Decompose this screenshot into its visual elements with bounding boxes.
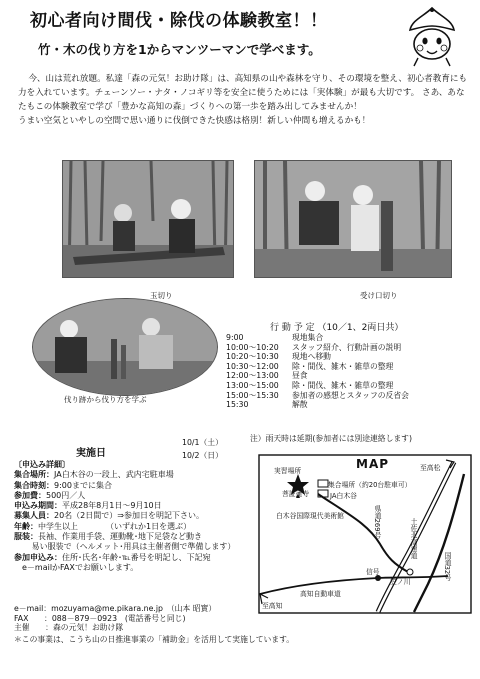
details-row: 集合時刻：9:00までに集合 — [14, 480, 112, 490]
intro-paragraph-2: うまい空気といやしの空間で思い通りに伐倒できた快感は格別！新しい仲間も増えるかも！ — [18, 116, 371, 126]
date-day1: 10/1（土） — [182, 438, 223, 447]
map-label-national-road: 国道32号 — [443, 552, 451, 582]
details-row: 申込み期間：平成28年8月1日〜9月10日 — [14, 501, 162, 511]
schedule-list — [226, 333, 476, 410]
application-details — [14, 460, 259, 573]
photo-tamagiri — [62, 160, 234, 278]
schedule-row: 10:20〜10:30 現地へ移動 — [226, 352, 331, 362]
details-row: 募集人員：20名（2日間で）⇒参加日を明記下さい。 — [14, 511, 204, 521]
schedule-row: 12:00〜13:00 昼食 — [226, 371, 308, 381]
map-label-kasa: 笠ノ川 — [390, 578, 411, 586]
map-label-venue: 実習場所 — [274, 467, 302, 475]
page-title: 初心者向け間伐・除伐の体験教室！！ — [30, 11, 328, 31]
details-row: 参加費：500円／人 — [14, 490, 86, 500]
contact-organizer: 主催 ：森の元気！お助け隊 — [14, 623, 124, 632]
contact-fax: FAX ：088－879－0923 (電話番号と同じ) — [14, 614, 186, 623]
intro-text — [18, 72, 468, 128]
schedule-row: 10:30〜12:00 除・間伐、雑木・雑草の整理 — [226, 361, 394, 371]
map-label-expressway: 土佐北高速道 — [409, 518, 417, 559]
map-label-signal: 信号 — [366, 568, 380, 576]
caption-kiriato: 伐り跡から伐り方を学ぶ — [64, 395, 147, 404]
caption-tamagiri: 玉切り — [150, 291, 173, 300]
mascot-illustration — [404, 6, 460, 68]
contact-email: e－mail：mozuyama@me.pikara.ne.jp （山本 昭實） — [14, 604, 217, 613]
map-label-to-kochi: 至高知 — [262, 602, 283, 610]
access-map — [258, 454, 472, 614]
map-label-to-takamatsu: 至高松 — [420, 464, 441, 472]
details-row: 易い服装で（ヘルメット･用具は主催者側で準備します） — [31, 542, 236, 552]
contact-info-3 — [14, 622, 314, 633]
date-list — [182, 436, 223, 462]
schedule-row: 15:00〜15:30 参加者の感想とスタッフの反省会 — [226, 390, 409, 400]
schedule-row: 13:00〜15:00 除・間伐、雑木・雑草の整理 — [226, 380, 394, 390]
date-heading: 実施日 — [76, 448, 106, 459]
schedule-row: 9:00 現地集合 — [226, 333, 324, 342]
details-row: e－mailかFAXでお願いします。 — [22, 562, 139, 572]
details-row: 集合場所：JA白木谷の一段上、武内宅駐車場 — [14, 470, 174, 480]
schedule-title: 行 動 予 定 （10／1、2両日共） — [270, 323, 404, 333]
map-label-ja: JA白木谷 — [330, 492, 357, 500]
map-label-ic: 高知自動車道 — [300, 590, 341, 598]
schedule-row: 15:30 解散 — [226, 400, 308, 410]
details-heading: 〔申込み詳細〕 — [14, 460, 70, 469]
schedule-row: 10:00〜10:20 スタッフ紹介、行動計画の説明 — [226, 342, 402, 352]
map-label-museum: 白木谷国際現代美術館 — [276, 512, 344, 520]
page-subtitle: 竹・木の伐り方を1からマンツーマンで学べます。 — [38, 42, 321, 57]
details-row: 参加申込み：住所･氏名･年齢･℡番号を明記し、下記宛 — [14, 552, 211, 562]
intro-paragraph: 今、山は荒れ放題。私達「森の元気！お助け隊」は、高知県の山や森林を守り、その環境を整え、初心者教育にも力を入れています。チェーンソー・ナタ・ノコギリ等を安全に使うためには「実体験」が最も大切です。 さあ、あなたもこの体験教室で学び「豊かな高知の森」づくりへの第一歩を踏み出してみませんか！ — [18, 74, 468, 112]
map-label-meeting: 集合場所（約20台駐車可） — [328, 481, 412, 489]
details-row: 年齢：中学生以上 （いずれか1日を選ぶ） — [14, 521, 192, 531]
caption-ukeguchi: 受け口切り — [360, 291, 398, 300]
date-day2: 10/2（日） — [182, 451, 223, 460]
photo-ukeguchi — [254, 160, 452, 278]
map-label-temple: 菩証蓮寺 — [282, 490, 310, 498]
photo-kiriato — [32, 298, 218, 396]
map-label-pref-road: 県道269号 — [373, 505, 381, 539]
details-row: 服装：長袖、作業用手袋、運動靴･地下足袋など動き — [14, 532, 202, 542]
schedule-note: 注）雨天時は延期(参加者には別途連絡します) — [250, 434, 413, 443]
map-title: MAP — [356, 457, 390, 471]
footnote: ＊この事業は、こうち山の日推進事業の「補助金」を活用して実施しています。 — [14, 635, 295, 644]
